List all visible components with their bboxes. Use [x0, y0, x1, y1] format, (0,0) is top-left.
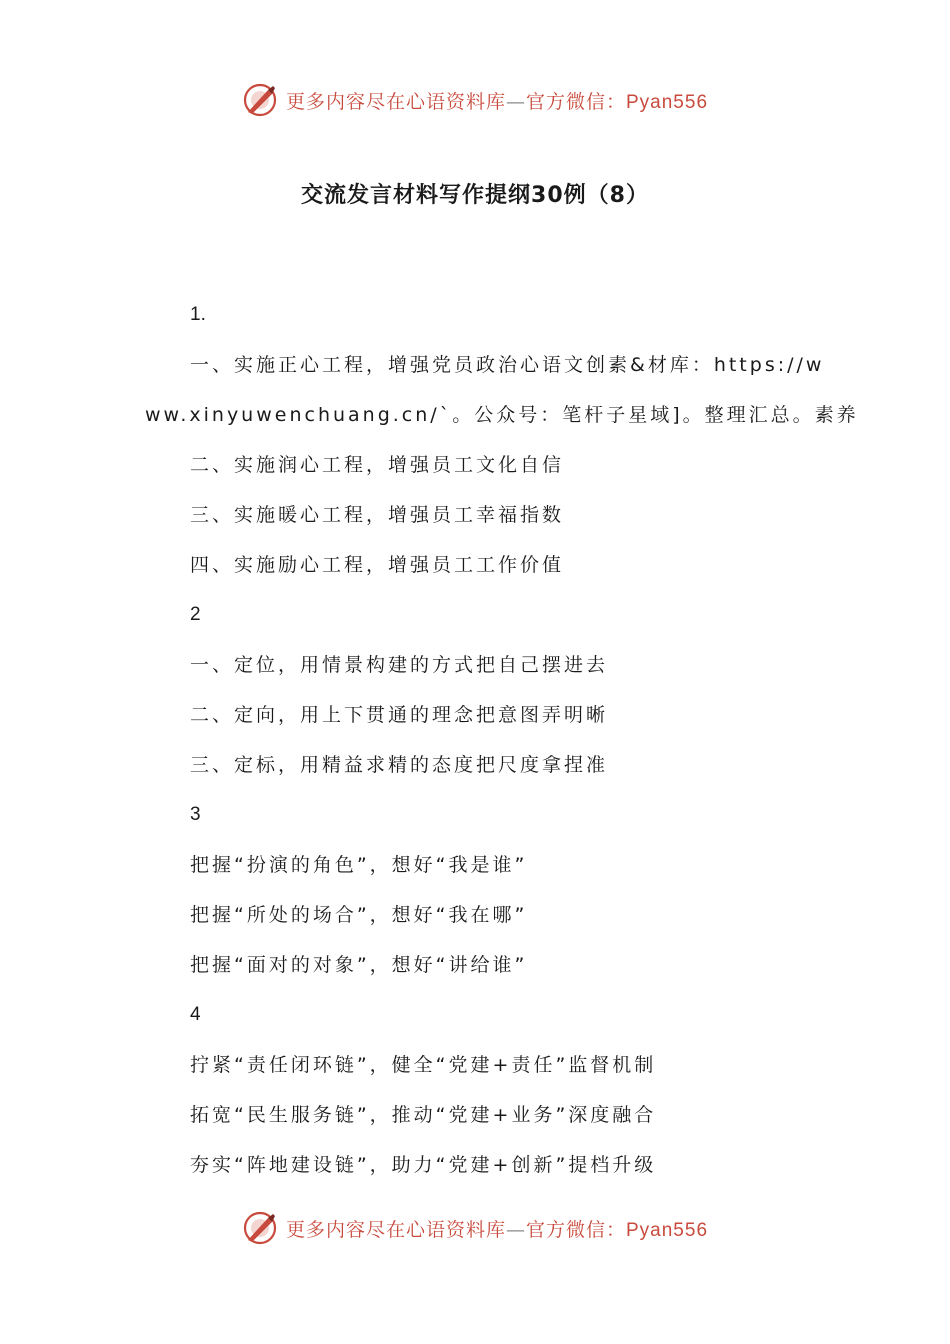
section-number: 4: [190, 1004, 201, 1025]
pen-logo-icon: [242, 82, 278, 118]
pen-logo-icon: [242, 1210, 278, 1246]
header-watermark-banner: [0, 82, 950, 118]
outline-line: 二、实施润心工程，增强员工文化自信: [190, 454, 565, 476]
document-title: 交流发言材料写作提纲30例（8）: [301, 183, 649, 208]
outline-line: 拓宽“民生服务链”，推动“党建+业务”深度融合: [190, 1104, 657, 1126]
header-banner-text: [286, 87, 708, 114]
section-number: 3: [190, 804, 201, 825]
footer-wechat-handle: Pyan556: [626, 1219, 709, 1241]
footer-banner-text: [286, 1215, 708, 1242]
outline-line: 一、实施正心工程，增强党员政治心语文创素&材库：https://w: [190, 354, 825, 376]
header-separator: —: [505, 90, 526, 113]
outline-line: 一、定位，用情景构建的方式把自己摆进去: [190, 654, 609, 676]
outline-line: 夯实“阵地建设链”，助力“党建+创新”提档升级: [190, 1154, 657, 1176]
section-number: 2: [190, 604, 201, 625]
outline-line: 拧紧“责任闭环链”，健全“党建+责任”监督机制: [190, 1054, 657, 1076]
footer-official-label: 官方微信：: [525, 1218, 626, 1241]
outline-line: 把握“面对的对象”，想好“讲给谁”: [190, 954, 528, 976]
outline-line: 四、实施励心工程，增强员工工作价值: [190, 554, 565, 576]
outline-line: 把握“扮演的角色”，想好“我是谁”: [190, 854, 528, 876]
header-brand-text: 更多内容尽在心语资料库: [285, 90, 506, 113]
outline-line: 把握“所处的场合”，想好“我在哪”: [190, 904, 528, 926]
footer-brand-text: 更多内容尽在心语资料库: [285, 1218, 506, 1241]
header-official-label: 官方微信：: [525, 90, 626, 113]
section-number: 1.: [190, 304, 206, 325]
outline-line: 三、实施暖心工程，增强员工幸福指数: [190, 504, 565, 526]
outline-line-continued: ww.xinyuwenchuang.cn/`。公众号：笔杆子星域]。整理汇总。素养: [145, 404, 859, 426]
header-wechat-handle: Pyan556: [626, 91, 709, 113]
footer-separator: —: [505, 1218, 526, 1241]
footer-watermark-banner: [0, 1210, 950, 1246]
outline-line: 二、定向，用上下贯通的理念把意图弄明晰: [190, 704, 609, 726]
outline-line: 三、定标，用精益求精的态度把尺度拿捏准: [190, 754, 609, 776]
